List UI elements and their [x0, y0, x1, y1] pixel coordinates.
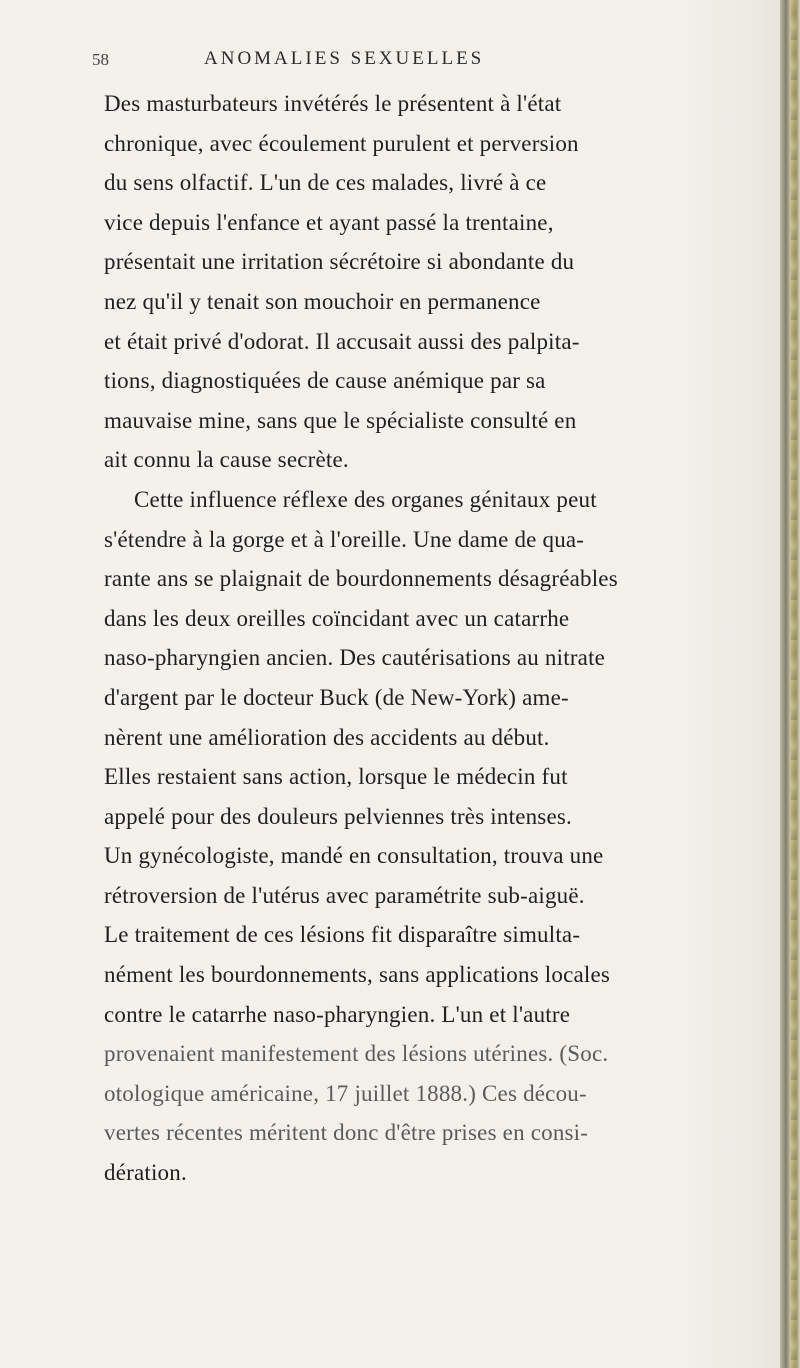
text-line: nèrent une amélioration des accidents au début. — [104, 724, 550, 750]
text-line: naso-pharyngien ancien. Des cautérisations au nitrate — [104, 645, 606, 671]
text-line: du sens olfactif. L'un de ces malades, livré à ce — [104, 170, 547, 196]
text-line: Un gynécologiste, mandé en consultation, trouva une — [104, 843, 604, 869]
gilded-edge — [791, 0, 797, 1368]
body-text — [104, 84, 744, 1193]
text-line: vertes récentes méritent donc d'être prises en consi- — [104, 1120, 589, 1146]
text-line: rante ans se plaignait de bourdonnements désagréables — [104, 566, 618, 592]
paragraph-start-line: Cette influence réflexe des organes génitaux peut — [134, 486, 597, 512]
text-line: tions, diagnostiquées de cause anémique par sa — [104, 368, 546, 394]
text-line: provenaient manifestement des lésions utérines. (Soc. — [104, 1041, 609, 1067]
text-line: otologique américaine, 17 juillet 1888.) Ces décou- — [104, 1080, 587, 1106]
text-line: mauvaise mine, sans que le spécialiste consulté en — [104, 407, 577, 433]
text-line: vice depuis l'enfance et ayant passé la trentaine, — [104, 209, 554, 235]
text-line: Le traitement de ces lésions fit disparaître simulta- — [104, 922, 581, 948]
text-line: appelé pour des douleurs pelviennes très intenses. — [104, 803, 572, 829]
text-line: Elles restaient sans action, lorsque le médecin fut — [104, 764, 568, 790]
text-line: nément les bourdonnements, sans applications locales — [104, 962, 611, 988]
text-line: ait connu la cause secrète. — [104, 447, 349, 473]
page-edge — [780, 0, 800, 1368]
running-title: ANOMALIES SEXUELLES — [204, 48, 485, 69]
text-line: contre le catarrhe naso-pharyngien. L'un et l'autre — [104, 1001, 571, 1027]
text-line: dération. — [104, 1160, 187, 1186]
text-line: et était privé d'odorat. Il accusait aussi des palpita- — [104, 328, 580, 354]
page-header — [92, 50, 732, 80]
text-line: s'étendre à la gorge et à l'oreille. Une dame de qua- — [104, 526, 585, 552]
text-line: dans les deux oreilles coïncidant avec un catarrhe — [104, 605, 570, 631]
text-line: chronique, avec écoulement purulent et perversion — [104, 130, 579, 156]
text-line: rétroversion de l'utérus avec paramétrite sub-aiguë. — [104, 882, 585, 908]
page-number: 58 — [92, 50, 109, 69]
text-line: nez qu'il y tenait son mouchoir en permanence — [104, 288, 541, 314]
text-line: d'argent par le docteur Buck (de New-York) ame- — [104, 684, 569, 710]
text-line: Des masturbateurs invétérés le présentent à l'état — [104, 91, 562, 116]
text-line: présentait une irritation sécrétoire si abondante du — [104, 249, 575, 275]
